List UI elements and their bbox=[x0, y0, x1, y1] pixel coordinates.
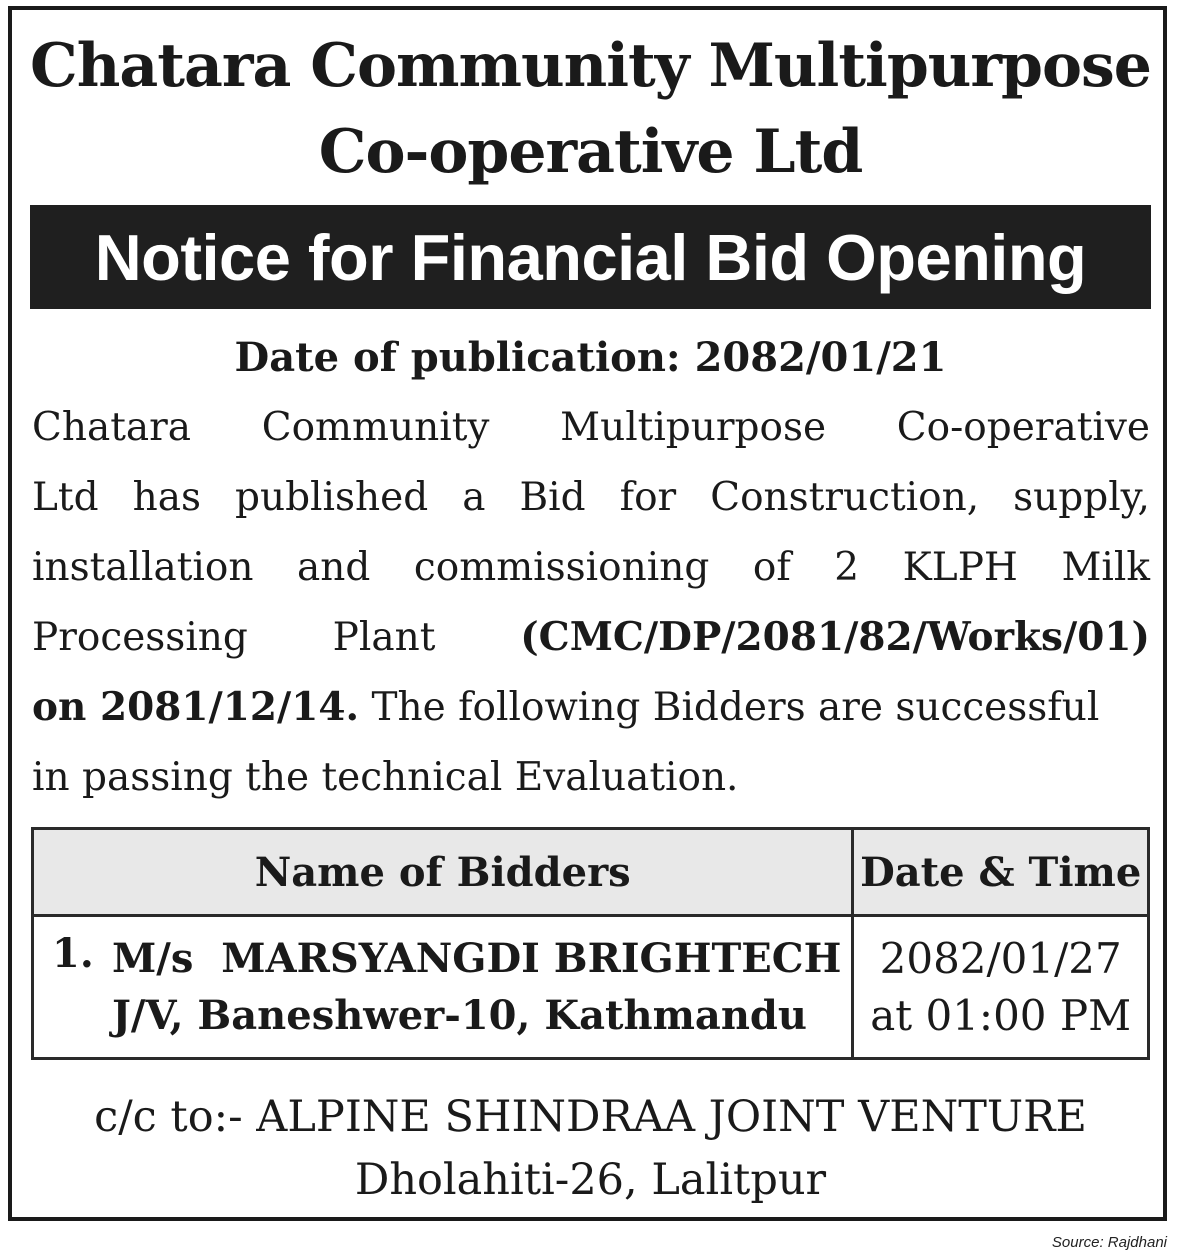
column-header-bidders: Name of Bidders bbox=[33, 829, 853, 916]
organization-name-line1: Chatara Community Multipurpose bbox=[30, 31, 1151, 101]
notice-title: Notice for Financial Bid Opening bbox=[30, 205, 1151, 309]
body-line-2: Ltd has published a Bid for Construction, supply, bbox=[32, 475, 1150, 520]
bid-opening-time: at 01:00 PM bbox=[870, 991, 1132, 1040]
bidder-name-line1: M/s MARSYANGDI BRIGHTECH bbox=[112, 935, 842, 982]
column-header-date-time: Date & Time bbox=[853, 829, 1149, 916]
bid-date: on 2081/12/14. bbox=[32, 684, 360, 730]
cc-recipient: c/c to:- ALPINE SHINDRAA JOINT VENTURE bbox=[94, 1092, 1087, 1142]
body-line-4: Processing Plant (CMC/DP/2081/82/Works/01) bbox=[32, 614, 1150, 660]
cc-address: Dholahiti-26, Lalitpur bbox=[354, 1155, 827, 1205]
body-line-3: installation and commissioning of 2 KLPH Milk bbox=[32, 545, 1150, 590]
body-line-5: on 2081/12/14. The following Bidders are successful bbox=[32, 684, 1100, 730]
bidder-name-cell bbox=[33, 916, 853, 1059]
table-row bbox=[33, 916, 1149, 1059]
publication-date: Date of publication: 2082/01/21 bbox=[234, 334, 947, 381]
body-line-1: Chatara Community Multipurpose Co-operative bbox=[32, 405, 1150, 450]
bidder-number: 1. bbox=[52, 930, 94, 977]
date-time-cell bbox=[853, 916, 1149, 1059]
organization-name-line2: Co-operative Ltd bbox=[318, 117, 863, 187]
bidders-table bbox=[31, 827, 1150, 1060]
bid-opening-date: 2082/01/27 bbox=[879, 934, 1122, 983]
bid-reference: (CMC/DP/2081/82/Works/01) bbox=[520, 614, 1150, 660]
body-line-6: in passing the technical Evaluation. bbox=[32, 755, 739, 800]
bidder-name-line2: J/V, Baneshwer-10, Kathmandu bbox=[112, 992, 807, 1039]
source-credit: Source: Rajdhani bbox=[1051, 1234, 1167, 1251]
